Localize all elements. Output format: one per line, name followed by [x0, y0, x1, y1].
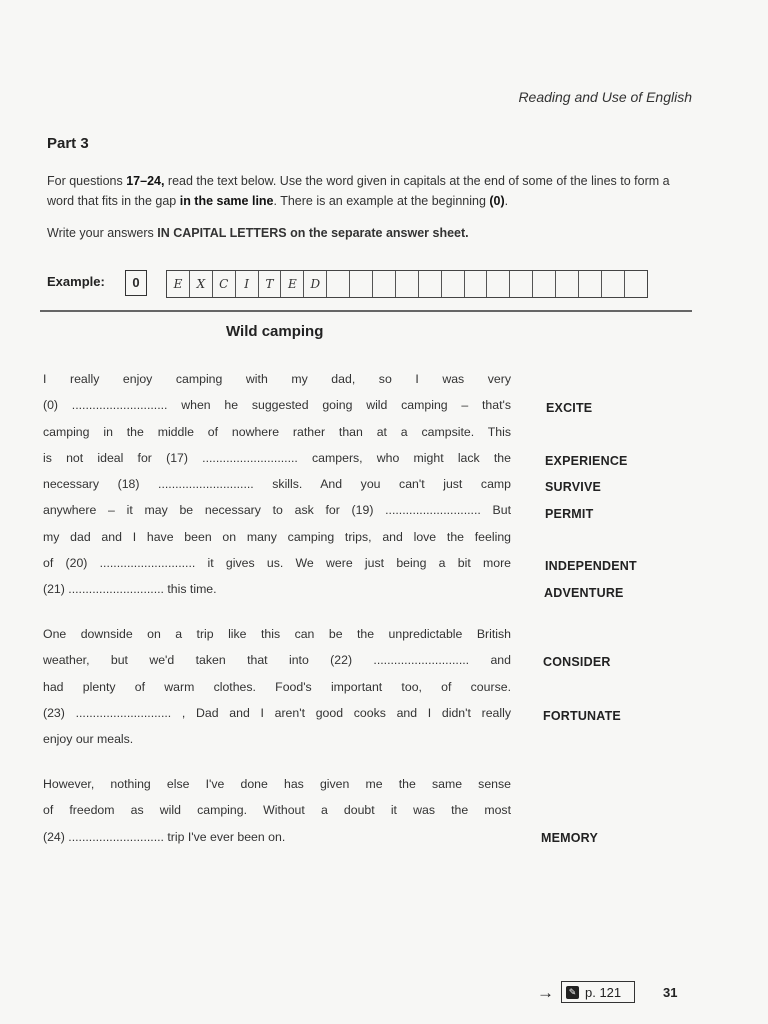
part-title: Part 3: [47, 135, 89, 152]
keyword-experience: EXPERIENCE: [545, 454, 628, 468]
example-label: Example:: [47, 274, 105, 289]
text-line: (21) ............................ this time.: [43, 582, 217, 597]
text-line: my dad and I have been on many camping trips, and love the feeling: [43, 529, 511, 544]
paragraph-3: [43, 771, 511, 850]
example-letter-box: X: [190, 271, 213, 297]
keyword-memory: MEMORY: [541, 831, 598, 845]
text-line: (23) ............................ , Dad and I aren't good cooks and I didn't really: [43, 705, 511, 720]
example-letter-box: E: [281, 271, 304, 297]
section-heading: Reading and Use of English: [518, 89, 692, 105]
example-letter-box: [579, 271, 602, 297]
paragraph-2: [43, 621, 511, 752]
text-line: I really enjoy camping with my dad, so I was very: [43, 372, 511, 386]
text-line: of freedom as wild camping. Without a doubt it was the most: [43, 803, 511, 818]
example-letter-box: [327, 271, 350, 297]
text-line: (0) ............................ when he suggested going wild camping – that's: [43, 398, 511, 413]
text-line: One downside on a trip like this can be the unpredictable British: [43, 627, 511, 641]
page-reference: [561, 981, 635, 1003]
example-letter-box: [419, 271, 442, 297]
keyword-survive: SURVIVE: [545, 480, 602, 494]
text-line: camping in the middle of nowhere rather than at a campsite. This: [43, 424, 511, 439]
keyword-fortunate: FORTUNATE: [543, 709, 621, 723]
keyword-permit: PERMIT: [545, 507, 594, 521]
page-reference-text: p. 121: [585, 984, 622, 1000]
example-letter-box: I: [236, 271, 259, 297]
text-line: had plenty of warm clothes. Food's important too, of course.: [43, 679, 511, 694]
example-letter-box: [510, 271, 533, 297]
divider: [40, 310, 692, 312]
example-letter-box: [556, 271, 579, 297]
text-line: However, nothing else I've done has given me the same sense: [43, 777, 511, 791]
example-letter-box: [350, 271, 373, 297]
keyword-adventure: ADVENTURE: [544, 586, 624, 600]
paragraph-1: [43, 366, 511, 603]
text-line: weather, but we'd taken that into (22) ............................ and: [43, 653, 511, 668]
example-letter-box: [533, 271, 556, 297]
text-line: of (20) ............................ it gives us. We were just being a bit more: [43, 556, 511, 571]
document-icon: ✎: [566, 986, 579, 999]
example-number-box: 0: [125, 270, 147, 296]
text-line: (24) ............................ trip I've ever been on.: [43, 829, 286, 844]
example-letter-box: [602, 271, 625, 297]
example-answer-boxes: [166, 270, 648, 298]
text-line: enjoy our meals.: [43, 732, 134, 747]
example-letter-box: [373, 271, 396, 297]
example-letter-box: C: [213, 271, 236, 297]
instructions: For questions 17–24, read the text below. Use the word given in capitals at the end of some of the lines to form a word that fits in the gap in the same line. There is an example at the beginning (0).: [47, 174, 670, 208]
answer-instructions: Write your answers IN CAPITAL LETTERS on the separate answer sheet.: [47, 226, 469, 240]
example-letter-box: T: [259, 271, 282, 297]
example-letter-box: [465, 271, 488, 297]
arrow-right-icon: →: [537, 983, 554, 1002]
example-letter-box: [396, 271, 419, 297]
example-letter-box: [487, 271, 510, 297]
text-line: is not ideal for (17) ............................ campers, who might lack the: [43, 450, 511, 465]
example-letter-box: D: [304, 271, 327, 297]
text-line: necessary (18) ............................ skills. And you can't just camp: [43, 477, 511, 492]
example-letter-box: [442, 271, 465, 297]
example-letter-box: [625, 271, 647, 297]
keyword-independent: INDEPENDENT: [545, 559, 637, 573]
text-line: anywhere – it may be necessary to ask for (19) ............................ But: [43, 503, 511, 518]
keyword-excite: EXCITE: [546, 401, 593, 415]
example-letter-box: E: [167, 271, 190, 297]
text-title: Wild camping: [226, 323, 324, 340]
keyword-consider: CONSIDER: [543, 655, 611, 669]
page-number: 31: [663, 985, 678, 1000]
